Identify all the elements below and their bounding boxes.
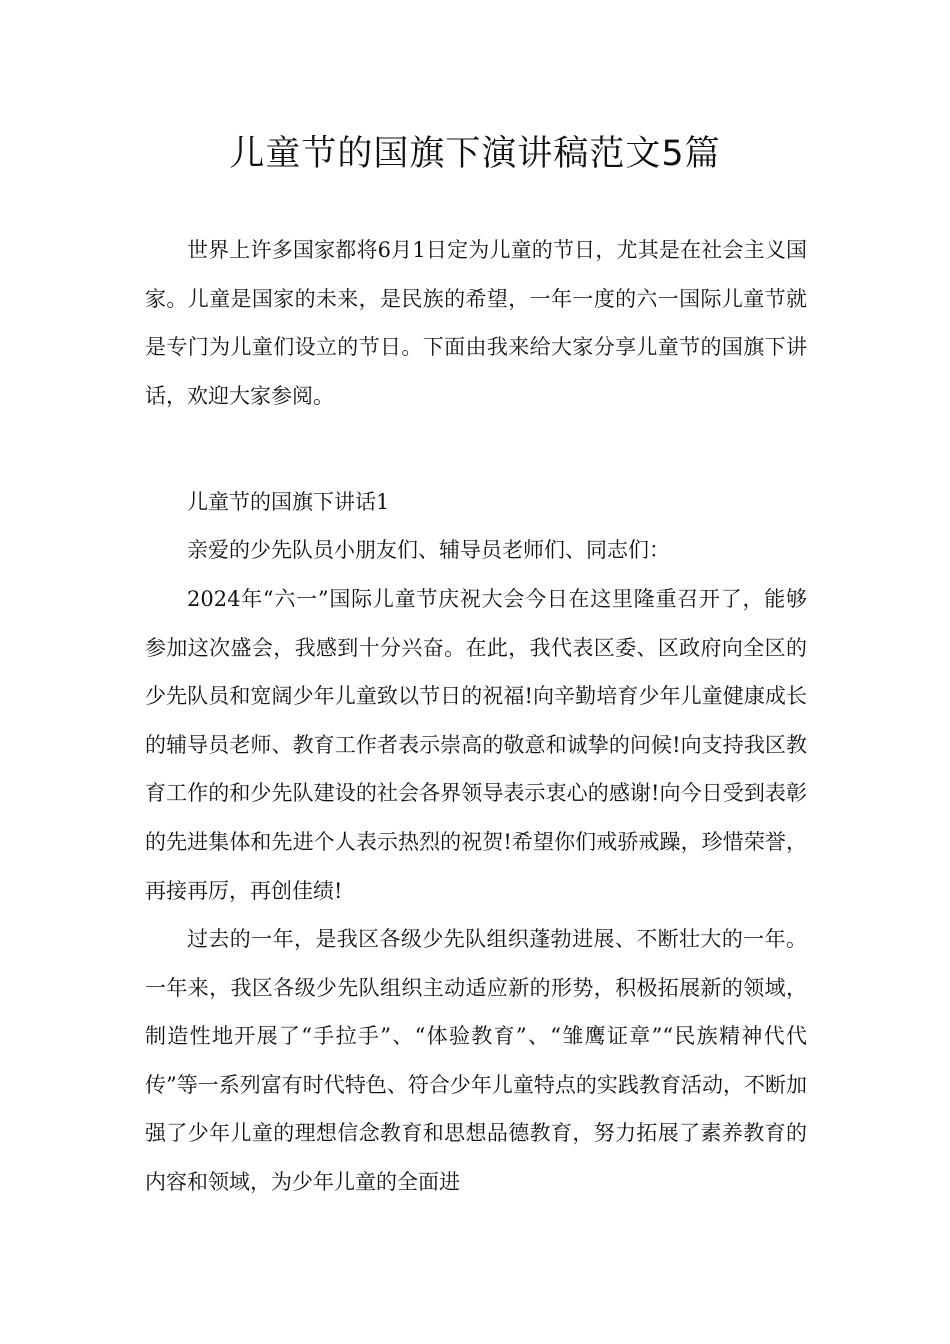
speech-paragraph-2: 过去的一年，是我区各级少先队组织蓬勃进展、不断壮大的一年。一年来，我区各级少先队组织主动适应新的形势，积极拓展新的领域，制造性地开展了“手拉手”、“体验教育”、“雏鹰证章”“民族精神代代传”等一系列富有时代特色、符合少年儿童特点的实践教育活动，不断加强了少年儿童的理想信念教育和思想品德教育，努力拓展了素养教育的内容和领域，为少年儿童的全面进: [145, 927, 807, 1194]
greeting-line: 亲爱的少先队员小朋友们、辅导员老师们、同志们：: [187, 538, 670, 562]
speech-paragraph-1: 2024年“六一”国际儿童节庆祝大会今日在这里隆重召开了，能够参加这次盛会，我感到十分兴奋。在此，我代表区委、区政府向全区的少先队员和宽阔少年儿童致以节日的祝福!向辛勤培育少年儿童健康成长的辅导员老师、教育工作者表示崇高的敬意和诚挚的问候!向支持我区教育工作的和少先队建设的社会各界领导表示衷心的感谢!向今日受到表彰的先进集体和先进个人表示热烈的祝贺!希望你们戒骄戒躁，珍惜荣誉，再接再厉，再创佳绩!: [145, 587, 807, 903]
intro-paragraph: 世界上许多国家都将6月1日定为儿童的节日，尤其是在社会主义国家。儿童是国家的未来，是民族的希望，一年一度的六一国际儿童节就是专门为儿童们设立的节日。下面由我来给大家分享儿童节的国旗下讲话，欢迎大家参阅。: [145, 238, 807, 408]
section-heading: 儿童节的国旗下讲话1: [187, 490, 390, 514]
document-title: 儿童节的国旗下演讲稿范文5篇: [229, 134, 721, 174]
